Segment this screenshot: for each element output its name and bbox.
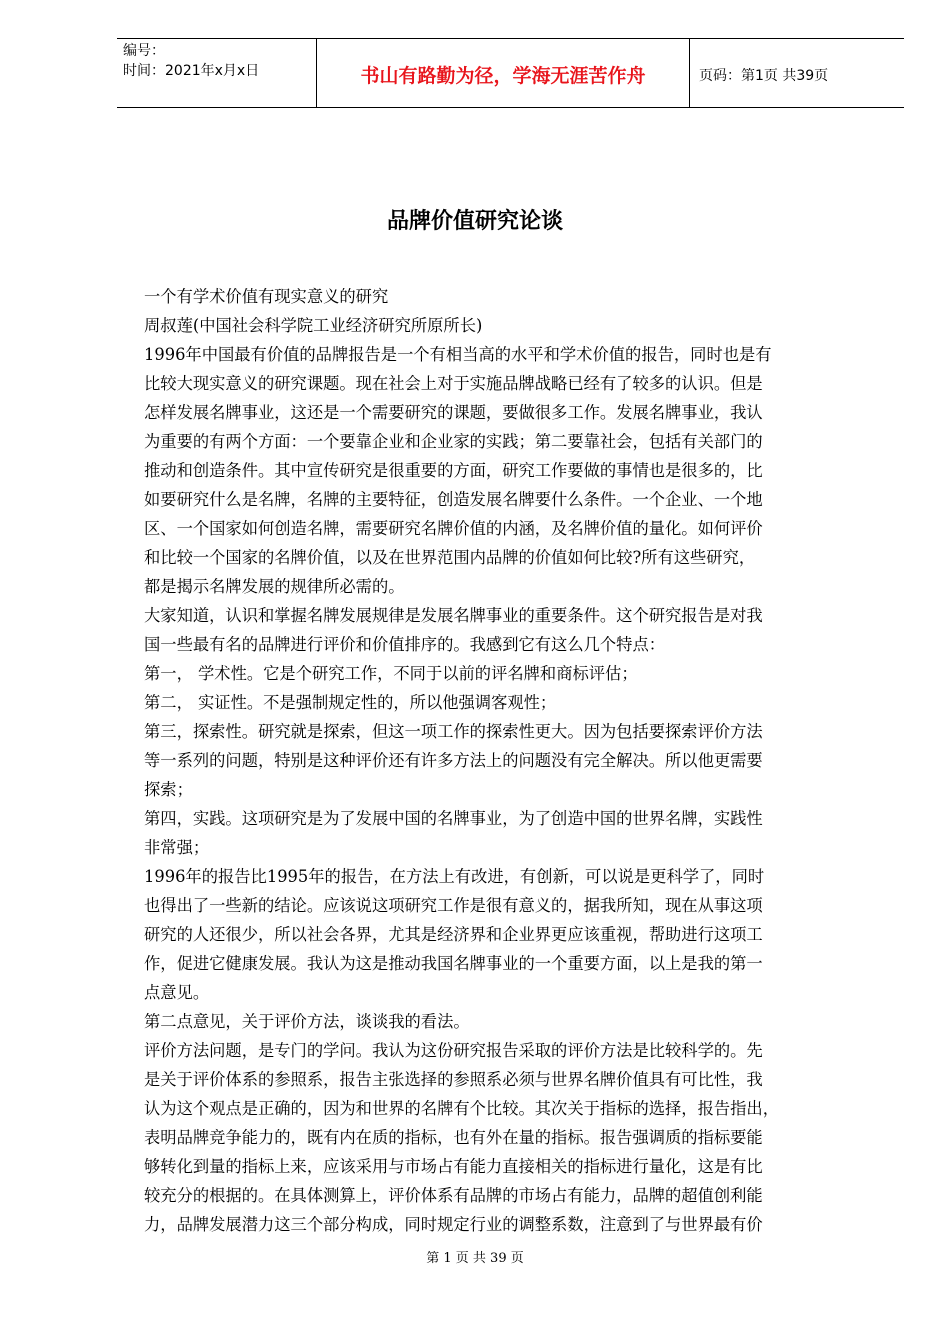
text-line: 评价方法问题，是专门的学问。我认为这份研究报告采取的评价方法是比较科学的。先 <box>144 1041 763 1060</box>
text-line: 和比较一个国家的名牌价值，以及在世界范围内品牌的价值如何比较?所有这些研究， <box>144 548 756 567</box>
text-line: 等一系列的问题，特别是这种评价还有许多方法上的问题没有完全解决。所以他更需要 <box>144 751 763 770</box>
text-line: 如要研究什么是名牌，名牌的主要特征，创造发展名牌要什么条件。一个企业、一个地 <box>144 490 763 509</box>
text-line: 第二， 实证性。不是强制规定性的，所以他强调客观性； <box>144 693 557 712</box>
text-line: 第四，实践。这项研究是为了发展中国的名牌事业，为了创造中国的世界名牌，实践性 <box>144 809 763 828</box>
text-line: 作，促进它健康发展。我认为这是推动我国名牌事业的一个重要方面，以上是我的第一 <box>144 954 763 973</box>
header-info-cell <box>117 39 316 107</box>
page-header <box>117 38 904 108</box>
text-line: 区、一个国家如何创造名牌，需要研究名牌价值的内涵，及名牌价值的量化。如何评价 <box>144 519 763 538</box>
text-line: 表明品牌竞争能力的，既有内在质的指标，也有外在量的指标。报告强调质的指标要能 <box>144 1128 763 1147</box>
document-body <box>144 282 878 1239</box>
document-date-label: 时间：2021年x月x日 <box>123 63 260 79</box>
text-line: 点意见。 <box>144 983 210 1002</box>
text-line: 比较大现实意义的研究课题。现在社会上对于实施品牌战略已经有了较多的认识。但是 <box>144 374 763 393</box>
text-line: 都是揭示名牌发展的规律所必需的。 <box>144 577 405 596</box>
text-line: 国一些最有名的品牌进行评价和价值排序的。我感到它有这么几个特点： <box>144 635 666 654</box>
text-line: 够转化到量的指标上来，应该采用与市场占有能力直接相关的指标进行量化，这是有比 <box>144 1157 763 1176</box>
text-line: 怎样发展名牌事业，这还是一个需要研究的课题，要做很多工作。发展名牌事业，我认 <box>144 403 763 422</box>
text-line: 1996年的报告比1995年的报告，在方法上有改进，有创新，可以说是更科学了，同时 <box>144 867 765 886</box>
text-line: 1996年中国最有价值的品牌报告是一个有相当高的水平和学术价值的报告，同时也是有 <box>144 345 772 364</box>
text-line: 第二点意见，关于评价方法，谈谈我的看法。 <box>144 1012 470 1031</box>
document-number-label: 编号： <box>123 43 165 59</box>
page-footer: 第 1 页 共 39 页 <box>426 1251 524 1266</box>
text-line: 非常强； <box>144 838 210 857</box>
text-line: 一个有学术价值有现实意义的研究 <box>144 287 389 306</box>
text-line: 探索； <box>144 780 193 799</box>
text-line: 也得出了一些新的结论。应该说这项研究工作是很有意义的，据我所知，现在从事这项 <box>144 896 763 915</box>
text-line: 力，品牌发展潜力这三个部分构成，同时规定行业的调整系数，注意到了与世界最有价 <box>144 1215 763 1234</box>
text-line: 推动和创造条件。其中宣传研究是很重要的方面，研究工作要做的事情也是很多的，比 <box>144 461 763 480</box>
text-line: 第三，探索性。研究就是探索，但这一项工作的探索性更大。因为包括要探索评价方法 <box>144 722 763 741</box>
text-line: 研究的人还很少，所以社会各界，尤其是经济界和企业界更应该重视，帮助进行这项工 <box>144 925 763 944</box>
header-page-cell <box>689 39 904 107</box>
text-line: 大家知道，认识和掌握名牌发展规律是发展名牌事业的重要条件。这个研究报告是对我 <box>144 606 763 625</box>
text-line: 较充分的根据的。在具体测算上，评价体系有品牌的市场占有能力，品牌的超值创利能 <box>144 1186 763 1205</box>
header-page-code: 页码：第1页 共39页 <box>699 68 829 84</box>
header-motto: 书山有路勤为径，学海无涯苦作舟 <box>360 65 646 87</box>
header-motto-cell <box>316 39 690 107</box>
document-title: 品牌价值研究论谈 <box>386 209 563 234</box>
text-line: 第一， 学术性。它是个研究工作，不同于以前的评名牌和商标评估； <box>144 664 638 683</box>
text-line: 是关于评价体系的参照系，报告主张选择的参照系必须与世界名牌价值具有可比性，我 <box>144 1070 763 1089</box>
text-line: 为重要的有两个方面：一个要靠企业和企业家的实践；第二要靠社会，包括有关部门的 <box>144 432 763 451</box>
text-line: 认为这个观点是正确的，因为和世界的名牌有个比较。其次关于指标的选择，报告指出， <box>144 1099 779 1118</box>
text-line: 周叔莲(中国社会科学院工业经济研究所原所长) <box>144 316 483 335</box>
